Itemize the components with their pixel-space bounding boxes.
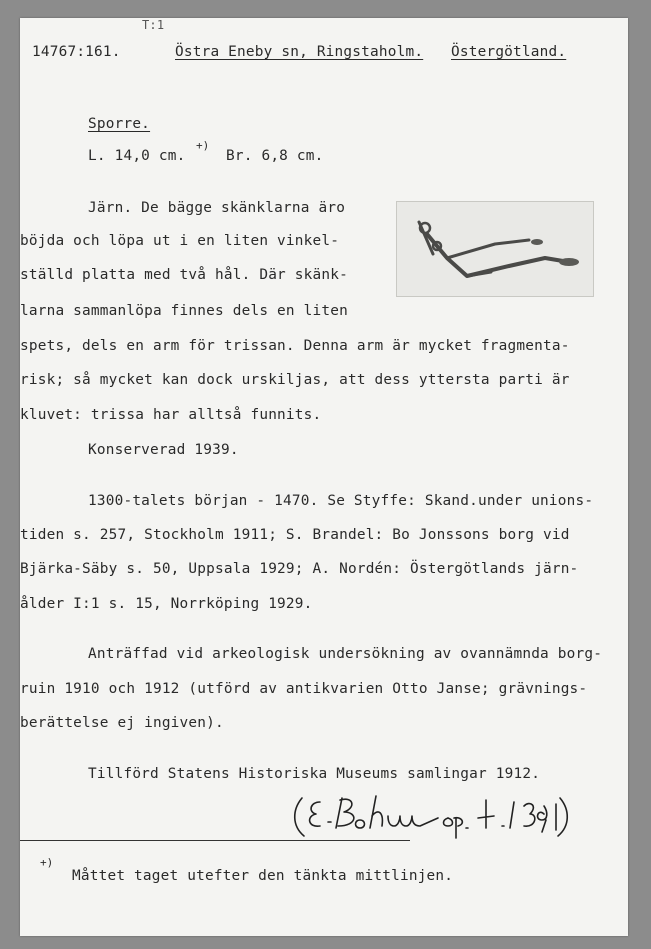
description-line: Järn. De bägge skänklarna äro xyxy=(88,200,346,216)
description-line: kluvet: trissa har alltså funnits. xyxy=(20,407,322,423)
description-line: risk; så mycket kan dock urskiljas, att dess yttersta parti är xyxy=(20,372,570,388)
footnote-mark: +) xyxy=(40,856,54,869)
spur-icon xyxy=(397,202,593,296)
footnote-rule xyxy=(20,840,410,841)
dating-line: 1300-talets början - 1470. Se Styffe: Skand.under unions- xyxy=(88,493,594,509)
find-line: berättelse ej ingiven). xyxy=(20,715,224,731)
acquisition-note: Tillförd Statens Historiska Museums samlingar 1912. xyxy=(88,766,541,782)
signature-text: (E. Bohm sept. 1939) xyxy=(288,848,301,849)
object-breadth: Br. 6,8 cm. xyxy=(226,148,324,164)
description-line: spets, dels en arm för trissan. Denna arm är mycket fragmenta- xyxy=(20,338,570,354)
footnote-text: Måttet taget utefter den tänkta mittlinjen. xyxy=(72,868,454,884)
description-line: ställd platta med två hål. Där skänk- xyxy=(20,267,348,283)
object-length: L. 14,0 cm. xyxy=(88,148,186,164)
find-location: Östra Eneby sn, Ringstaholm. xyxy=(175,44,424,60)
handwritten-signature xyxy=(288,788,578,849)
dating-line: tiden s. 257, Stockholm 1911; S. Brandel: Bo Jonssons borg vid xyxy=(20,527,570,543)
length-footnote-mark: +) xyxy=(196,139,210,152)
iron-spur-photo xyxy=(396,201,594,297)
province: Östergötland. xyxy=(451,44,567,60)
catalog-card xyxy=(20,18,628,936)
find-line: ruin 1910 och 1912 (utförd av antikvarien Otto Janse; grävnings- xyxy=(20,681,588,697)
description-line: böjda och löpa ut i en liten vinkel- xyxy=(20,233,340,249)
dating-line: ålder I:1 s. 15, Norrköping 1929. xyxy=(20,596,313,612)
dating-line: Bjärka-Säby s. 50, Uppsala 1929; A. Nordén: Östergötlands järn- xyxy=(20,561,579,577)
find-line: Anträffad vid arkeologisk undersökning av ovannämnda borg- xyxy=(88,646,603,662)
catalog-number: 14767:161. xyxy=(32,44,121,60)
object-name: Sporre. xyxy=(88,116,151,132)
header-mark: T:1 xyxy=(142,18,165,32)
signature-icon xyxy=(288,788,578,840)
conservation-note: Konserverad 1939. xyxy=(88,442,239,458)
description-line: larna sammanlöpa finnes dels en liten xyxy=(20,303,348,319)
